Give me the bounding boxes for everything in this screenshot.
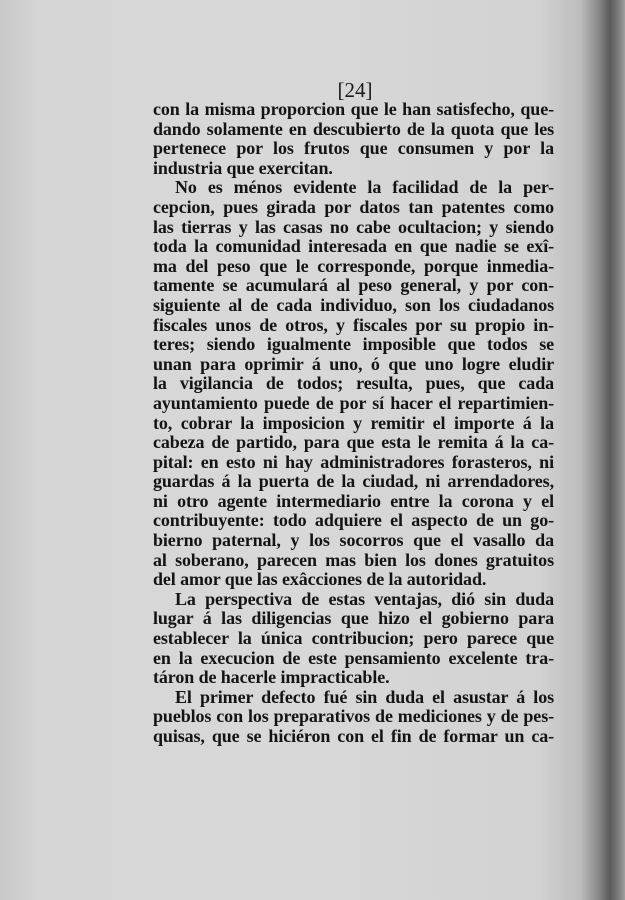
- text-line: siguiente al de cada individuo, son los ciudadanos: [153, 294, 554, 315]
- text-line: teres; siendo igualmente imposible que todos se: [153, 334, 554, 355]
- text-line: las tierras y las casas no cabe ocultacion; y siendo: [153, 216, 554, 237]
- text-line: fiscales unos de otros, y fiscales por su propio in-: [153, 314, 554, 335]
- text-line: táron de hacerle impracticable.: [153, 667, 390, 688]
- text-line: El primer defecto fué sin duda el asustar á los: [175, 686, 554, 707]
- text-line: pueblos con los preparativos de mediciones y de pes-: [153, 706, 554, 727]
- text-line: unan para oprimir á uno, ó que uno logre eludir: [153, 353, 554, 374]
- text-line: dando solamente en descubierto de la quota que les: [153, 118, 554, 139]
- text-line: ayuntamiento puede de por sí hacer el repartimien-: [153, 392, 554, 413]
- text-line: del amor que las exâcciones de la autoridad.: [153, 569, 487, 590]
- text-line: cepcion, pues girada por datos tan patentes como: [153, 196, 554, 217]
- text-line: en la execucion de este pensamiento excelente tra-: [153, 647, 554, 668]
- text-line: la vigilancia de todos; resulta, pues, que cada: [153, 373, 554, 394]
- text-line: toda la comunidad interesada en que nadie se exî-: [153, 236, 554, 257]
- text-line: contribuyente: todo adquiere el aspecto de un go-: [153, 510, 554, 531]
- text-line: lugar á las diligencias que hizo el gobierno para: [153, 608, 554, 629]
- page-number: [24]: [337, 78, 373, 102]
- text-line: al soberano, parecen mas bien los dones gratuitos: [153, 549, 554, 570]
- text-line: establecer la única contribucion; pero parece que: [153, 628, 554, 649]
- text-line: quisas, que se hiciéron con el fin de formar un ca-: [153, 726, 554, 746]
- text-line: guardas á la puerta de la ciudad, ni arrendadores,: [153, 471, 554, 492]
- text-line: cabeza de partido, para que esta le remita á la ca-: [153, 432, 554, 453]
- text-line: industria que exercitan.: [153, 157, 333, 178]
- text-line: to, cobrar la imposicion y remitir el importe á la: [153, 412, 554, 433]
- body-text: [153, 100, 554, 747]
- text-line: con la misma proporcion que le han satisfecho, que-: [153, 99, 554, 119]
- text-line: tamente se acumulará al peso general, y por con-: [153, 275, 554, 296]
- text-line: bierno paternal, y los socorros que el vasallo da: [153, 530, 554, 551]
- text-line: pital: en esto ni hay administradores forasteros, ni: [153, 451, 554, 472]
- text-line: ma del peso que le corresponde, porque inmedia-: [153, 255, 554, 276]
- text-line: ni otro agente intermediario entre la corona y el: [153, 490, 554, 511]
- text-line: pertenece por los frutos que consumen y por la: [153, 138, 554, 159]
- text-line: No es ménos evidente la facilidad de la per-: [175, 177, 554, 198]
- text-line: La perspectiva de estas ventajas, dió sin duda: [175, 588, 554, 609]
